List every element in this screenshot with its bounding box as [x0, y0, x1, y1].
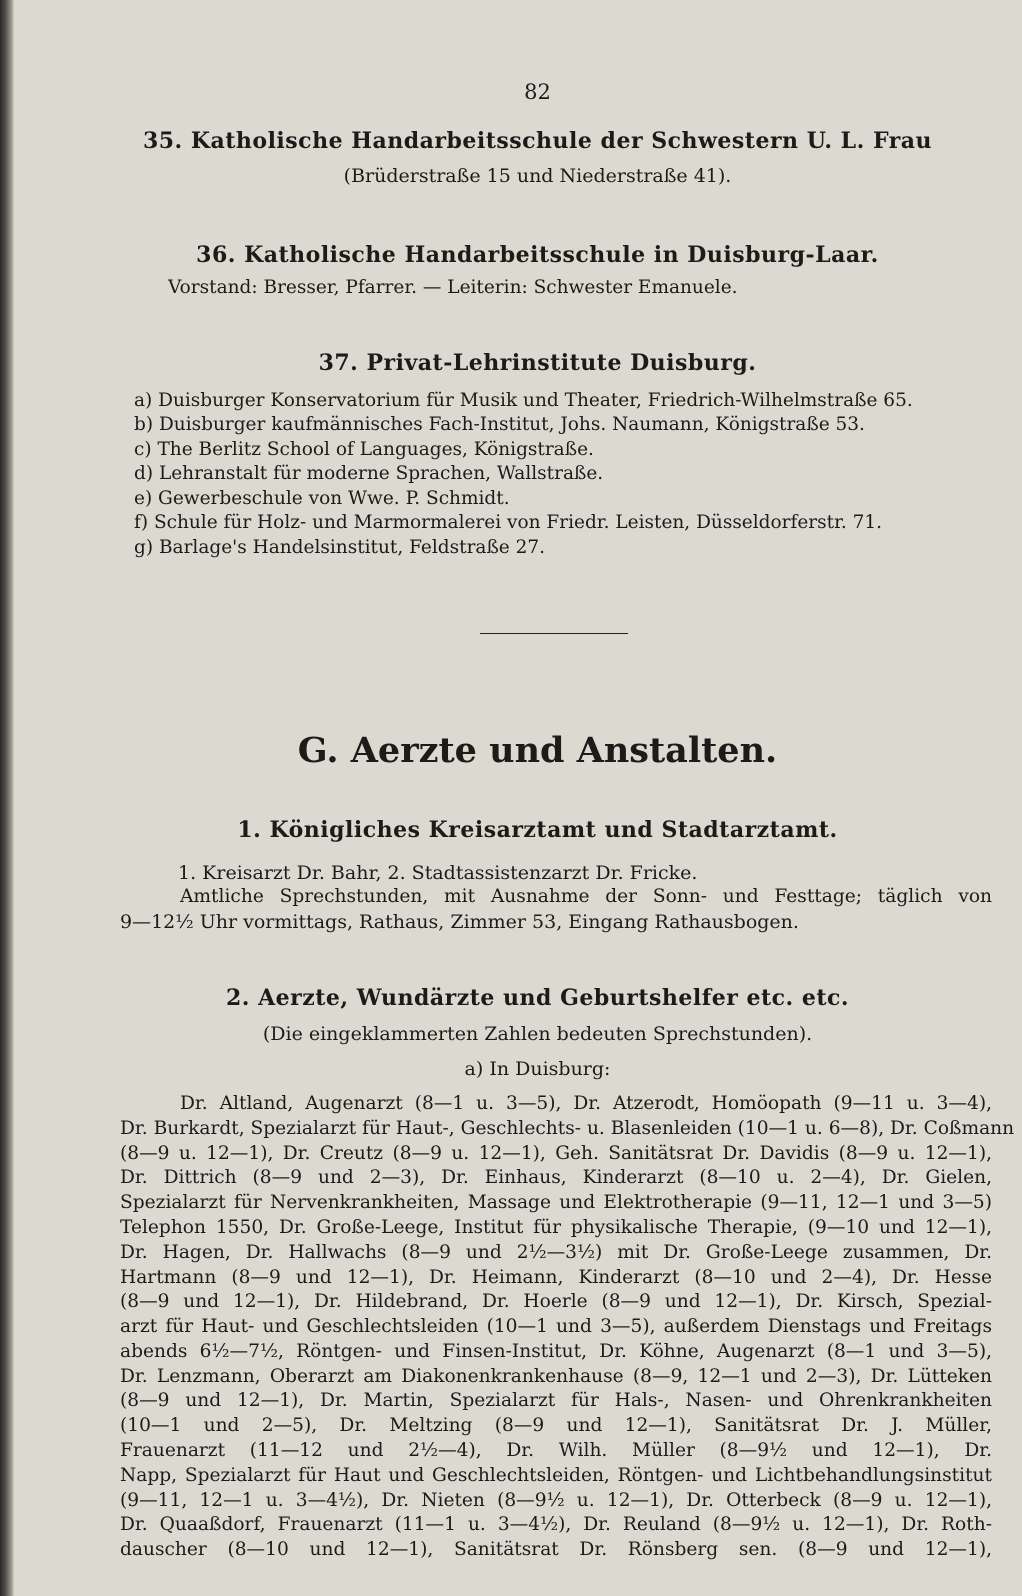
doctor-line: Frauenarzt (11—12 und 2½—4), Dr. Wilh. Müller (8—9½ und 12—1), Dr. [120, 1440, 992, 1461]
doctor-line: Hartmann (8—9 und 12—1), Dr. Heimann, Kinderarzt (8—10 und 2—4), Dr. Hesse [120, 1267, 992, 1288]
doctor-line: Dr. Burkardt, Spezialarzt für Haut-, Geschlechts- u. Blasenleiden (10—1 u. 6—8), Dr. Coßmann [120, 1118, 1015, 1139]
list-item: c) The Berlitz School of Languages, Königstraße. [134, 439, 594, 460]
list-item: d) Lehranstalt für moderne Sprachen, Wallstraße. [134, 463, 604, 484]
chapter-title: G. Aerzte und Anstalten. [297, 730, 778, 771]
g2-place: a) In Duisburg: [464, 1058, 611, 1080]
doctor-line: (8—9 u. 12—1), Dr. Creutz (8—9 u. 12—1), Geh. Sanitätsrat Dr. Davidis (8—9 u. 12—1), [120, 1143, 992, 1164]
g2-note: (Die eingeklammerten Zahlen bedeuten Sprechstunden). [262, 1023, 813, 1045]
list-item: f) Schule für Holz- und Marmormalerei von Friedr. Leisten, Düsseldorferstr. 71. [134, 512, 883, 533]
doctor-line: (8—9 und 12—1), Dr. Hildebrand, Dr. Hoerle (8—9 und 12—1), Dr. Kirsch, Spezial- [120, 1291, 992, 1312]
list-item: g) Barlage's Handelsinstitut, Feldstraße 27. [134, 537, 546, 558]
doctor-line: abends 6½—7½, Röntgen- und Finsen-Institut, Dr. Köhne, Augenarzt (8—1 und 3—5), [120, 1341, 992, 1362]
section-36-title: 36. Katholische Handarbeitsschule in Duisburg-Laar. [196, 242, 879, 268]
doctor-line: Spezialarzt für Nervenkrankheiten, Massage und Elektrotherapie (9—11, 12—1 und 3—5) [120, 1192, 992, 1213]
g1-line: 9—12½ Uhr vormittags, Rathaus, Zimmer 53, Eingang Rathausbogen. [120, 911, 799, 933]
g1-line: Amtliche Sprechstunden, mit Ausnahme der Sonn- und Festtage; täglich von [180, 886, 992, 907]
doctor-line: dauscher (8—10 und 12—1), Sanitätsrat Dr. Rönsberg sen. (8—9 und 12—1), [120, 1539, 992, 1560]
doctor-line: Dr. Altland, Augenarzt (8—1 u. 3—5), Dr. Atzerodt, Homöopath (9—11 u. 3—4), [180, 1093, 992, 1114]
doctor-line: Dr. Quaaßdorf, Frauenarzt (11—1 u. 3—4½), Dr. Reuland (8—9½ u. 12—1), Dr. Roth- [120, 1514, 992, 1535]
section-35-title: 35. Katholische Handarbeitsschule der Schwestern U. L. Frau [142, 128, 933, 154]
doctor-line: arzt für Haut- und Geschlechtsleiden (10—1 und 3—5), außerdem Dienstags und Freitags [120, 1316, 992, 1337]
doctor-line: Dr. Hagen, Dr. Hallwachs (8—9 und 2½—3½) mit Dr. Große-Leege zusammen, Dr. [120, 1242, 992, 1263]
doctor-line: (8—9 und 12—1), Dr. Martin, Spezialarzt für Hals-, Nasen- und Ohrenkrankheiten [120, 1390, 992, 1411]
doctor-line: (9—11, 12—1 u. 3—4½), Dr. Nieten (8—9½ u. 12—1), Dr. Otterbeck (8—9 u. 12—1), [120, 1490, 992, 1511]
doctor-line: Dr. Lenzmann, Oberarzt am Diakonenkrankenhause (8—9, 12—1 und 2—3), Dr. Lütteken [120, 1366, 992, 1387]
book-binding-edge [0, 0, 14, 1596]
doctor-line: Napp, Spezialarzt für Haut und Geschlechtsleiden, Röntgen- und Lichtbehandlungsinstitut [120, 1465, 992, 1486]
doctor-line: (10—1 und 2—5), Dr. Meltzing (8—9 und 12—1), Sanitätsrat Dr. J. Müller, [120, 1415, 992, 1436]
section-35-address: (Brüderstraße 15 und Niederstraße 41). [343, 165, 732, 187]
section-divider [480, 633, 628, 634]
section-g2-title: 2. Aerzte, Wundärzte und Geburtshelfer etc. etc. [225, 985, 850, 1011]
g1-line: 1. Kreisarzt Dr. Bahr, 2. Stadtassistenzarzt Dr. Fricke. [178, 862, 698, 884]
doctor-line: Telephon 1550, Dr. Große-Leege, Institut für physikalische Therapie, (9—10 und 12—1), [120, 1217, 992, 1238]
section-g1-title: 1. Königliches Kreisarztamt und Stadtarztamt. [237, 817, 838, 843]
section-37-title: 37. Privat-Lehrinstitute Duisburg. [318, 350, 757, 376]
list-item: a) Duisburger Konservatorium für Musik und Theater, Friedrich-Wilhelmstraße 65. [134, 390, 913, 411]
list-item: b) Duisburger kaufmännisches Fach-Institut, Johs. Naumann, Königstraße 53. [134, 414, 865, 435]
section-36-staff: Vorstand: Bresser, Pfarrer. — Leiterin: Schwester Emanuele. [168, 277, 738, 298]
doctor-line: Dr. Dittrich (8—9 und 2—3), Dr. Einhaus, Kinderarzt (8—10 u. 2—4), Dr. Gielen, [120, 1167, 992, 1188]
list-item: e) Gewerbeschule von Wwe. P. Schmidt. [134, 488, 510, 509]
page-number: 82 [524, 80, 551, 104]
